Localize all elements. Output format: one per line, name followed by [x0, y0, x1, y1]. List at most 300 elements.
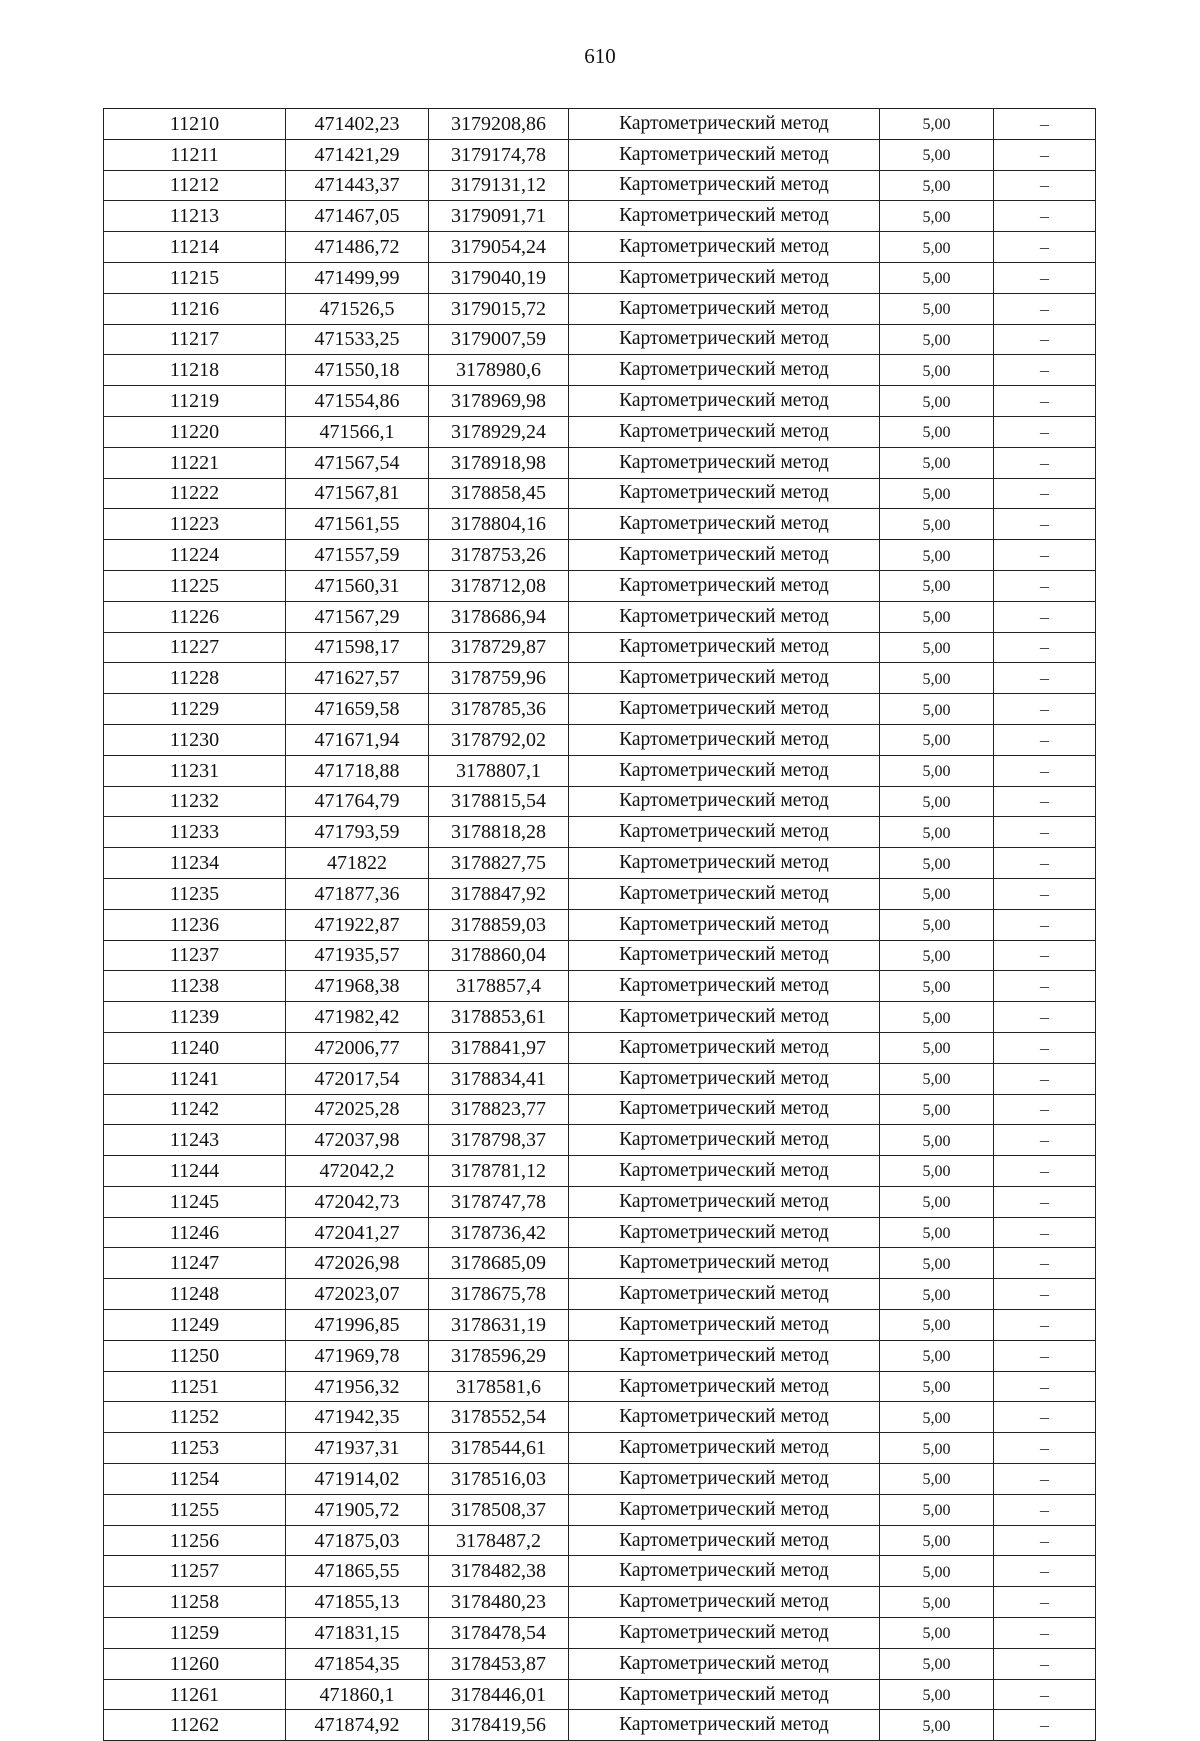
y-coordinate-cell: 3178857,4 [429, 971, 569, 1002]
note-cell: – [994, 817, 1096, 848]
accuracy-cell: 5,00 [880, 262, 994, 293]
y-coordinate-cell: 3178446,01 [429, 1679, 569, 1710]
x-coordinate-cell: 471877,36 [286, 878, 429, 909]
x-coordinate-cell: 471554,86 [286, 386, 429, 417]
y-coordinate-cell: 3178487,2 [429, 1525, 569, 1556]
x-coordinate-cell: 471627,57 [286, 663, 429, 694]
y-coordinate-cell: 3178480,23 [429, 1587, 569, 1618]
point-number-cell: 11226 [104, 601, 286, 632]
point-number-cell: 11245 [104, 1186, 286, 1217]
note-cell: – [994, 1186, 1096, 1217]
accuracy-cell: 5,00 [880, 540, 994, 571]
y-coordinate-cell: 3178453,87 [429, 1648, 569, 1679]
y-coordinate-cell: 3178858,45 [429, 478, 569, 509]
note-cell: – [994, 1402, 1096, 1433]
point-number-cell: 11221 [104, 447, 286, 478]
method-cell: Картометрический метод [569, 755, 880, 786]
note-cell: – [994, 570, 1096, 601]
note-cell: – [994, 509, 1096, 540]
y-coordinate-cell: 3178815,54 [429, 786, 569, 817]
method-cell: Картометрический метод [569, 386, 880, 417]
table-row [104, 1371, 1096, 1402]
table-row [104, 1402, 1096, 1433]
note-cell: – [994, 1340, 1096, 1371]
y-coordinate-cell: 3178544,61 [429, 1433, 569, 1464]
accuracy-cell: 5,00 [880, 416, 994, 447]
note-cell: – [994, 1464, 1096, 1495]
note-cell: – [994, 1433, 1096, 1464]
accuracy-cell: 5,00 [880, 1186, 994, 1217]
point-number-cell: 11232 [104, 786, 286, 817]
accuracy-cell: 5,00 [880, 1556, 994, 1587]
x-coordinate-cell: 471598,17 [286, 632, 429, 663]
note-cell: – [994, 786, 1096, 817]
x-coordinate-cell: 472026,98 [286, 1248, 429, 1279]
note-cell: – [994, 1525, 1096, 1556]
method-cell: Картометрический метод [569, 663, 880, 694]
note-cell: – [994, 1371, 1096, 1402]
accuracy-cell: 5,00 [880, 1340, 994, 1371]
method-cell: Картометрический метод [569, 1433, 880, 1464]
point-number-cell: 11244 [104, 1156, 286, 1187]
x-coordinate-cell: 471860,1 [286, 1679, 429, 1710]
x-coordinate-cell: 471875,03 [286, 1525, 429, 1556]
y-coordinate-cell: 3178631,19 [429, 1310, 569, 1341]
method-cell: Картометрический метод [569, 1002, 880, 1033]
point-number-cell: 11255 [104, 1494, 286, 1525]
table-row [104, 940, 1096, 971]
point-number-cell: 11219 [104, 386, 286, 417]
method-cell: Картометрический метод [569, 909, 880, 940]
point-number-cell: 11227 [104, 632, 286, 663]
accuracy-cell: 5,00 [880, 1156, 994, 1187]
accuracy-cell: 5,00 [880, 1279, 994, 1310]
x-coordinate-cell: 472025,28 [286, 1094, 429, 1125]
accuracy-cell: 5,00 [880, 1587, 994, 1618]
y-coordinate-cell: 3178736,42 [429, 1217, 569, 1248]
accuracy-cell: 5,00 [880, 724, 994, 755]
table-row [104, 324, 1096, 355]
x-coordinate-cell: 471956,32 [286, 1371, 429, 1402]
point-number-cell: 11261 [104, 1679, 286, 1710]
method-cell: Картометрический метод [569, 1248, 880, 1279]
method-cell: Картометрический метод [569, 540, 880, 571]
accuracy-cell: 5,00 [880, 632, 994, 663]
x-coordinate-cell: 471467,05 [286, 201, 429, 232]
table-row [104, 817, 1096, 848]
point-number-cell: 11238 [104, 971, 286, 1002]
x-coordinate-cell: 472017,54 [286, 1063, 429, 1094]
y-coordinate-cell: 3178552,54 [429, 1402, 569, 1433]
point-number-cell: 11230 [104, 724, 286, 755]
method-cell: Картометрический метод [569, 1186, 880, 1217]
accuracy-cell: 5,00 [880, 1433, 994, 1464]
accuracy-cell: 5,00 [880, 786, 994, 817]
method-cell: Картометрический метод [569, 570, 880, 601]
point-number-cell: 11216 [104, 293, 286, 324]
accuracy-cell: 5,00 [880, 1679, 994, 1710]
y-coordinate-cell: 3178781,12 [429, 1156, 569, 1187]
accuracy-cell: 5,00 [880, 1371, 994, 1402]
x-coordinate-cell: 471935,57 [286, 940, 429, 971]
point-number-cell: 11235 [104, 878, 286, 909]
accuracy-cell: 5,00 [880, 355, 994, 386]
accuracy-cell: 5,00 [880, 324, 994, 355]
note-cell: – [994, 139, 1096, 170]
accuracy-cell: 5,00 [880, 1094, 994, 1125]
note-cell: – [994, 724, 1096, 755]
method-cell: Картометрический метод [569, 1125, 880, 1156]
accuracy-cell: 5,00 [880, 570, 994, 601]
y-coordinate-cell: 3178785,36 [429, 694, 569, 725]
table-row [104, 1648, 1096, 1679]
note-cell: – [994, 416, 1096, 447]
point-number-cell: 11210 [104, 109, 286, 140]
point-number-cell: 11240 [104, 1032, 286, 1063]
table-row [104, 971, 1096, 1002]
x-coordinate-cell: 472023,07 [286, 1279, 429, 1310]
accuracy-cell: 5,00 [880, 848, 994, 879]
note-cell: – [994, 540, 1096, 571]
table-row [104, 1094, 1096, 1125]
y-coordinate-cell: 3178823,77 [429, 1094, 569, 1125]
accuracy-cell: 5,00 [880, 478, 994, 509]
x-coordinate-cell: 472037,98 [286, 1125, 429, 1156]
point-number-cell: 11233 [104, 817, 286, 848]
y-coordinate-cell: 3178759,96 [429, 663, 569, 694]
note-cell: – [994, 909, 1096, 940]
method-cell: Картометрический метод [569, 1494, 880, 1525]
accuracy-cell: 5,00 [880, 386, 994, 417]
table-row [104, 139, 1096, 170]
point-number-cell: 11215 [104, 262, 286, 293]
x-coordinate-cell: 471874,92 [286, 1710, 429, 1741]
x-coordinate-cell: 471671,94 [286, 724, 429, 755]
note-cell: – [994, 1679, 1096, 1710]
point-number-cell: 11252 [104, 1402, 286, 1433]
point-number-cell: 11259 [104, 1618, 286, 1649]
y-coordinate-cell: 3178860,04 [429, 940, 569, 971]
table-row [104, 1340, 1096, 1371]
x-coordinate-cell: 471855,13 [286, 1587, 429, 1618]
accuracy-cell: 5,00 [880, 1648, 994, 1679]
note-cell: – [994, 1279, 1096, 1310]
y-coordinate-cell: 3178729,87 [429, 632, 569, 663]
y-coordinate-cell: 3178841,97 [429, 1032, 569, 1063]
table-row [104, 601, 1096, 632]
accuracy-cell: 5,00 [880, 601, 994, 632]
y-coordinate-cell: 3178596,29 [429, 1340, 569, 1371]
point-number-cell: 11249 [104, 1310, 286, 1341]
x-coordinate-cell: 471996,85 [286, 1310, 429, 1341]
note-cell: – [994, 1156, 1096, 1187]
point-number-cell: 11225 [104, 570, 286, 601]
table-row [104, 1002, 1096, 1033]
accuracy-cell: 5,00 [880, 1217, 994, 1248]
x-coordinate-cell: 471421,29 [286, 139, 429, 170]
y-coordinate-cell: 3178581,6 [429, 1371, 569, 1402]
coordinates-table [103, 108, 1096, 1741]
accuracy-cell: 5,00 [880, 1618, 994, 1649]
note-cell: – [994, 1248, 1096, 1279]
y-coordinate-cell: 3178853,61 [429, 1002, 569, 1033]
method-cell: Картометрический метод [569, 1464, 880, 1495]
note-cell: – [994, 262, 1096, 293]
method-cell: Картометрический метод [569, 1310, 880, 1341]
table-row [104, 447, 1096, 478]
point-number-cell: 11212 [104, 170, 286, 201]
note-cell: – [994, 1618, 1096, 1649]
table-row [104, 1525, 1096, 1556]
x-coordinate-cell: 471905,72 [286, 1494, 429, 1525]
y-coordinate-cell: 3178980,6 [429, 355, 569, 386]
y-coordinate-cell: 3179091,71 [429, 201, 569, 232]
x-coordinate-cell: 471567,81 [286, 478, 429, 509]
note-cell: – [994, 293, 1096, 324]
point-number-cell: 11217 [104, 324, 286, 355]
y-coordinate-cell: 3178918,98 [429, 447, 569, 478]
note-cell: – [994, 878, 1096, 909]
note-cell: – [994, 170, 1096, 201]
note-cell: – [994, 1494, 1096, 1525]
note-cell: – [994, 386, 1096, 417]
x-coordinate-cell: 471865,55 [286, 1556, 429, 1587]
method-cell: Картометрический метод [569, 1402, 880, 1433]
y-coordinate-cell: 3179131,12 [429, 170, 569, 201]
table-row [104, 1310, 1096, 1341]
table-row [104, 1125, 1096, 1156]
point-number-cell: 11260 [104, 1648, 286, 1679]
y-coordinate-cell: 3178804,16 [429, 509, 569, 540]
note-cell: – [994, 755, 1096, 786]
note-cell: – [994, 940, 1096, 971]
note-cell: – [994, 1063, 1096, 1094]
point-number-cell: 11220 [104, 416, 286, 447]
note-cell: – [994, 201, 1096, 232]
x-coordinate-cell: 471560,31 [286, 570, 429, 601]
point-number-cell: 11257 [104, 1556, 286, 1587]
method-cell: Картометрический метод [569, 1556, 880, 1587]
y-coordinate-cell: 3178834,41 [429, 1063, 569, 1094]
y-coordinate-cell: 3178792,02 [429, 724, 569, 755]
x-coordinate-cell: 471561,55 [286, 509, 429, 540]
accuracy-cell: 5,00 [880, 232, 994, 263]
note-cell: – [994, 848, 1096, 879]
table-row [104, 1464, 1096, 1495]
y-coordinate-cell: 3178847,92 [429, 878, 569, 909]
point-number-cell: 11237 [104, 940, 286, 971]
method-cell: Картометрический метод [569, 355, 880, 386]
method-cell: Картометрический метод [569, 478, 880, 509]
method-cell: Картометрический метод [569, 1618, 880, 1649]
accuracy-cell: 5,00 [880, 663, 994, 694]
point-number-cell: 11229 [104, 694, 286, 725]
method-cell: Картометрический метод [569, 139, 880, 170]
method-cell: Картометрический метод [569, 1587, 880, 1618]
accuracy-cell: 5,00 [880, 817, 994, 848]
accuracy-cell: 5,00 [880, 1032, 994, 1063]
x-coordinate-cell: 471764,79 [286, 786, 429, 817]
method-cell: Картометрический метод [569, 324, 880, 355]
x-coordinate-cell: 471659,58 [286, 694, 429, 725]
method-cell: Картометрический метод [569, 1156, 880, 1187]
note-cell: – [994, 355, 1096, 386]
accuracy-cell: 5,00 [880, 909, 994, 940]
accuracy-cell: 5,00 [880, 940, 994, 971]
method-cell: Картометрический метод [569, 416, 880, 447]
table-row [104, 1710, 1096, 1741]
method-cell: Картометрический метод [569, 601, 880, 632]
point-number-cell: 11231 [104, 755, 286, 786]
x-coordinate-cell: 471526,5 [286, 293, 429, 324]
note-cell: – [994, 1310, 1096, 1341]
method-cell: Картометрический метод [569, 1340, 880, 1371]
table-row [104, 1433, 1096, 1464]
note-cell: – [994, 109, 1096, 140]
point-number-cell: 11213 [104, 201, 286, 232]
table-row [104, 878, 1096, 909]
note-cell: – [994, 232, 1096, 263]
x-coordinate-cell: 471533,25 [286, 324, 429, 355]
accuracy-cell: 5,00 [880, 1402, 994, 1433]
y-coordinate-cell: 3178747,78 [429, 1186, 569, 1217]
table-row [104, 386, 1096, 417]
table-row [104, 262, 1096, 293]
note-cell: – [994, 1032, 1096, 1063]
table-row [104, 1679, 1096, 1710]
y-coordinate-cell: 3179015,72 [429, 293, 569, 324]
x-coordinate-cell: 471968,38 [286, 971, 429, 1002]
x-coordinate-cell: 471922,87 [286, 909, 429, 940]
y-coordinate-cell: 3178685,09 [429, 1248, 569, 1279]
accuracy-cell: 5,00 [880, 1248, 994, 1279]
accuracy-cell: 5,00 [880, 1063, 994, 1094]
point-number-cell: 11236 [104, 909, 286, 940]
y-coordinate-cell: 3178419,56 [429, 1710, 569, 1741]
x-coordinate-cell: 471567,29 [286, 601, 429, 632]
accuracy-cell: 5,00 [880, 1310, 994, 1341]
point-number-cell: 11256 [104, 1525, 286, 1556]
method-cell: Картометрический метод [569, 971, 880, 1002]
y-coordinate-cell: 3178859,03 [429, 909, 569, 940]
point-number-cell: 11258 [104, 1587, 286, 1618]
note-cell: – [994, 1587, 1096, 1618]
point-number-cell: 11248 [104, 1279, 286, 1310]
point-number-cell: 11224 [104, 540, 286, 571]
point-number-cell: 11214 [104, 232, 286, 263]
x-coordinate-cell: 471969,78 [286, 1340, 429, 1371]
x-coordinate-cell: 471822 [286, 848, 429, 879]
y-coordinate-cell: 3179208,86 [429, 109, 569, 140]
accuracy-cell: 5,00 [880, 878, 994, 909]
method-cell: Картометрический метод [569, 786, 880, 817]
accuracy-cell: 5,00 [880, 109, 994, 140]
accuracy-cell: 5,00 [880, 1125, 994, 1156]
table-row [104, 1186, 1096, 1217]
method-cell: Картометрический метод [569, 1648, 880, 1679]
y-coordinate-cell: 3178516,03 [429, 1464, 569, 1495]
point-number-cell: 11242 [104, 1094, 286, 1125]
y-coordinate-cell: 3178969,98 [429, 386, 569, 417]
x-coordinate-cell: 471567,54 [286, 447, 429, 478]
table-row [104, 1248, 1096, 1279]
table-row [104, 632, 1096, 663]
x-coordinate-cell: 471942,35 [286, 1402, 429, 1433]
table-row [104, 909, 1096, 940]
table-row [104, 786, 1096, 817]
method-cell: Картометрический метод [569, 109, 880, 140]
table-row [104, 570, 1096, 601]
point-number-cell: 11247 [104, 1248, 286, 1279]
accuracy-cell: 5,00 [880, 755, 994, 786]
table-row [104, 478, 1096, 509]
x-coordinate-cell: 472006,77 [286, 1032, 429, 1063]
method-cell: Картометрический метод [569, 1525, 880, 1556]
method-cell: Картометрический метод [569, 1032, 880, 1063]
note-cell: – [994, 1002, 1096, 1033]
x-coordinate-cell: 471566,1 [286, 416, 429, 447]
note-cell: – [994, 632, 1096, 663]
x-coordinate-cell: 471793,59 [286, 817, 429, 848]
table-row [104, 509, 1096, 540]
point-number-cell: 11211 [104, 139, 286, 170]
x-coordinate-cell: 471831,15 [286, 1618, 429, 1649]
accuracy-cell: 5,00 [880, 1002, 994, 1033]
x-coordinate-cell: 471402,23 [286, 109, 429, 140]
table-row [104, 170, 1096, 201]
point-number-cell: 11222 [104, 478, 286, 509]
point-number-cell: 11241 [104, 1063, 286, 1094]
method-cell: Картометрический метод [569, 724, 880, 755]
table-row [104, 416, 1096, 447]
method-cell: Картометрический метод [569, 1279, 880, 1310]
method-cell: Картометрический метод [569, 632, 880, 663]
note-cell: – [994, 1094, 1096, 1125]
table-row [104, 1032, 1096, 1063]
point-number-cell: 11254 [104, 1464, 286, 1495]
x-coordinate-cell: 471443,37 [286, 170, 429, 201]
x-coordinate-cell: 471557,59 [286, 540, 429, 571]
note-cell: – [994, 694, 1096, 725]
y-coordinate-cell: 3179054,24 [429, 232, 569, 263]
note-cell: – [994, 1556, 1096, 1587]
y-coordinate-cell: 3178818,28 [429, 817, 569, 848]
accuracy-cell: 5,00 [880, 201, 994, 232]
method-cell: Картометрический метод [569, 293, 880, 324]
table-row [104, 724, 1096, 755]
method-cell: Картометрический метод [569, 1371, 880, 1402]
x-coordinate-cell: 471718,88 [286, 755, 429, 786]
method-cell: Картометрический метод [569, 878, 880, 909]
table-row [104, 355, 1096, 386]
method-cell: Картометрический метод [569, 817, 880, 848]
note-cell: – [994, 663, 1096, 694]
point-number-cell: 11251 [104, 1371, 286, 1402]
x-coordinate-cell: 471937,31 [286, 1433, 429, 1464]
y-coordinate-cell: 3178798,37 [429, 1125, 569, 1156]
method-cell: Картометрический метод [569, 1679, 880, 1710]
accuracy-cell: 5,00 [880, 1710, 994, 1741]
accuracy-cell: 5,00 [880, 447, 994, 478]
note-cell: – [994, 1217, 1096, 1248]
method-cell: Картометрический метод [569, 447, 880, 478]
y-coordinate-cell: 3179174,78 [429, 139, 569, 170]
y-coordinate-cell: 3178508,37 [429, 1494, 569, 1525]
x-coordinate-cell: 471499,99 [286, 262, 429, 293]
point-number-cell: 11228 [104, 663, 286, 694]
accuracy-cell: 5,00 [880, 694, 994, 725]
method-cell: Картометрический метод [569, 940, 880, 971]
